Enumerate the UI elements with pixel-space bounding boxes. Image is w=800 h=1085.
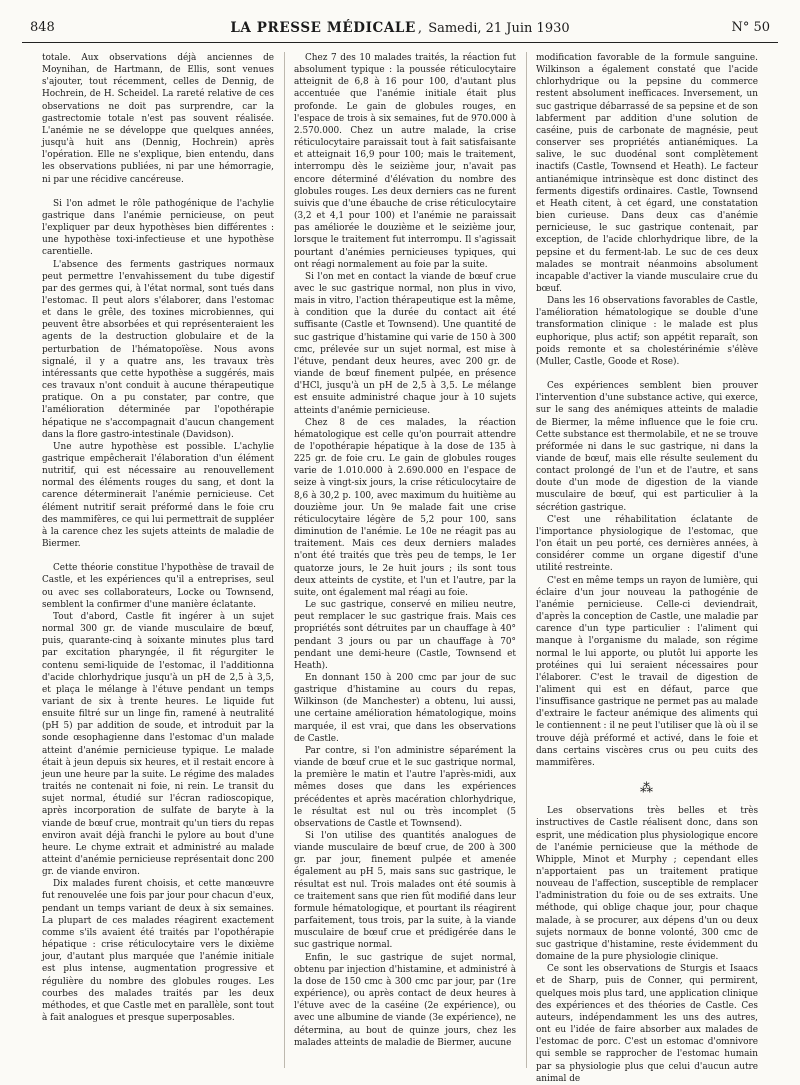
paragraph: L'absence des ferments gastriques normaux peut permettre l'envahissement du tube digestif par des germes qui, à l'état normal, sont tués dans l'estomac. Il peut alors s'élaborer, dans l'estomac et dans le grêle, des toxines microbiennes, qui peuvent être absorbées et qui représenteraient les agents de la destruction globulaire et de la perturbation de l'hématopoïèse. Nous avons signalé, il y a quatre ans, les travaux très intéressants que cette hypothèse a suggérés, mais ces travaux n'ont conduit à aucune thérapeutique pratique. On a pu constater, par contre, que l'amélioration déterminée par l'opothérapie hépatique ne s'accompagnait d'aucun changement dans la flore gastro-intestinale (Davidson). <box>42 259 274 440</box>
paragraph: Ces expériences semblent bien prouver l'intervention d'une substance active, qui exerce, sur le sang des anémiques atteints de maladie de Biermer, la même influence que le foie cru. Cette substance est thermolabile, et ne se trouve préformée ni dans le suc gastrique, ni dans la viande de bœuf, mais elle résulte seulement du contact prolongé de l'un et de l'autre, et sans doute d'un mode de digestion de la viande musculaire de bœuf, qui est particulier à la sécrétion gastrique. <box>536 381 758 513</box>
issue-number: N° 50 <box>731 20 770 35</box>
column-3 <box>526 52 758 1084</box>
masthead: LA PRESSE MÉDICALE , Samedi, 21 Juin 1930 <box>230 20 570 36</box>
column-2 <box>284 52 516 1068</box>
paragraph: modification favorable de la formule sanguine. Wilkinson a également constaté que l'acide chlorhydrique ou la pepsine du commerce restent absolument inefficaces. Inversement, un suc gastrique débarrassé de sa pepsine et de son labferment par addition d'une solution de caséine, puis de carbonate de magnésie, peut conserver ses propriétés antianémiques. La salive, le suc duodénal sont complètement inactifs (Castle, Townsend et Heath). Le facteur antianémique intrinsèque est donc distinct des ferments digestifs ordinaires. Castle, Townsend et Heath citent, à cet égard, une constatation bien curieuse. Dans deux cas d'anémie pernicieuse, le suc gastrique contenait, par exception, de l'acide chlorhydrique libre, de la pepsine et du ferment-lab. Le suc de ces deux malades se montrait néanmoins absolument incapable d'activer la viande musculaire crue du bœuf. <box>536 53 758 294</box>
issue-date: Samedi, 21 Juin 1930 <box>428 21 570 36</box>
paragraph: Le suc gastrique, conservé en milieu neutre, peut remplacer le suc gastrique frais. Mais ces propriétés sont détruites par un chauffage à 40° pendant 3 jours ou par un chauffage à 70° pendant une demi-heure (Castle, Townsend et Heath). <box>294 600 516 671</box>
paragraph: Chez 7 des 10 malades traités, la réaction fut absolument typique : la poussée réticulocytaire atteignit de 6,8 à 16 pour 100, d'autant plus accentuée que l'anémie initiale était plus profonde. Le gain de globules rouges, en l'espace de trois à six semaines, fut de 970.000 à 2.570.000. Chez un autre malade, la crise réticulocytaire paraissait tout à fait satisfaisante et atteignait 16,9 pour 100; mais le traitement, interrompu dès le seizième jour, n'avait pas encore déterminé d'élévation du nombre des globules rouges. Les deux derniers cas ne furent suivis que d'une ébauche de crise réticulocytaire (3,2 et 4,1 pour 100) et l'anémie ne paraissait pas améliorée le douzième et le seizième jour, lorsque le traitement fut interrompu. Il s'agissait pourtant d'anémies pernicieuses typiques, qui ont réagi normalement au foie par la suite. <box>294 53 516 270</box>
paragraph: Ce sont les observations de Sturgis et Isaacs et de Sharp, puis de Conner, qui permirent, quelques mois plus tard, une application clinique des expériences et des théories de Castle. Ces auteurs, indépendamment les uns des autres, ont eu l'idée de faire absorber aux malades de l'estomac de porc. C'est un estomac d'omnivore qui semble se rapprocher de l'estomac humain par sa physiologie plus que celui d'aucun autre animal de <box>536 964 758 1084</box>
paragraph: Les observations très belles et très instructives de Castle réalisent donc, dans son esprit, une médication plus physiologique encore de l'anémie pernicieuse que la méthode de Whipple, Minot et Murphy ; cependant elles n'apportaient pas un traitement pratique nouveau de l'affection, susceptible de remplacer l'administration du foie ou de ses extraits. Une méthode, qui oblige chaque jour, pour chaque malade, à se procurer, aux dépens d'un ou deux sujets normaux de bonne volonté, 300 cmc de suc gastrique d'histamine, reste évidemment du domaine de la pure physiologie clinique. <box>536 806 758 963</box>
paragraph: Une autre hypothèse est possible. L'achylie gastrique empêcherait l'élaboration d'un élément nutritif, qui est nécessaire au renouvellement normal des éléments rouges du sang, et dont la carence déterminerait l'anémie pernicieuse. Cet élément nutritif serait préformé dans le foie cru des mammifères, ce qui lui permettrait de suppléer à la carence chez les sujets atteints de maladie de Biermer. <box>42 441 274 550</box>
paragraph: En donnant 150 à 200 cmc par jour de suc gastrique d'histamine au cours du repas, Wilkinson (de Manchester) a obtenu, lui aussi, une certaine amélioration hématologique, moins marquée, il est vrai, que dans les observations de Castle. <box>294 672 516 744</box>
paragraph: Enfin, le suc gastrique de sujet normal, obtenu par injection d'histamine, et administré à la dose de 150 cmc à 300 cmc par jour, par (1re expérience), ou après contact de deux heures à l'étuve avec de la caséine (2e expérience), ou avec une albumine de viande (3e expérience), ne détermina, au bout de quinze jours, chez les malades atteints de maladie de Biermer, aucune <box>294 952 516 1048</box>
paragraph: Par contre, si l'on administre séparément la viande de bœuf crue et le suc gastrique normal, la première le matin et l'autre l'après-midi, aux mêmes doses que dans les expériences précédentes et après macération chlorhydrique, le résultat est nul ou très incomplet (5 observations de Castle et Townsend). <box>294 745 516 829</box>
paragraph: totale. Aux observations déjà anciennes de Moynihan, de Hartmann, de Ellis, sont venues s'ajouter, tout récemment, celles de Dennig, de Hochrein, de H. Scheidel. La rareté relative de ces observations ne doit pas surprendre, car la gastrectomie totale n'est pas souvent réalisée. L'anémie ne se développe que quelques années, jusqu'à huit ans (Dennig, Hochrein) après l'opération. Elle ne s'explique, bien entendu, dans les observations publiées, ni par une hémorragie, ni par une récidive cancéreuse. <box>42 53 274 185</box>
paragraph: Cette théorie constitue l'hypothèse de travail de Castle, et les expériences qu'il a entreprises, seul ou avec ses collaborateurs, Locke ou Townsend, semblent la confirmer d'une manière éclatante. <box>42 563 274 610</box>
paragraph: C'est une réhabilitation éclatante de l'importance physiologique de l'estomac, que l'on était un peu porté, ces dernières années, à considérer comme un organe digestif d'une utilité restreinte. <box>536 514 758 574</box>
paragraph: Dans les 16 observations favorables de Castle, l'amélioration hématologique se double d'une transformation clinique : le malade est plus euphorique, plus actif; son appétit reparaît, son poids remonte et sa cholestérinémie s'élève (Muller, Castle, Goode et Rose). <box>536 296 758 367</box>
column-1 <box>42 52 274 1068</box>
paragraph: Chez 8 de ces malades, la réaction hématologique est celle qu'on pourrait attendre de l'opothérapie hépatique à la dose de 135 à 225 gr. de foie cru. Le gain de globules rouges varie de 1.010.000 à 2.690.000 en l'espace de seize à vingt-six jours, la crise réticulocytaire de 8,6 à 30,2 p. 100, avec maximum du huitième au douzième jour. Un 9e malade fait une crise réticulocytaire légère de 5,2 pour 100, sans diminution de l'anémie. Le 10e ne réagit pas au traitement. Mais ces deux derniers malades n'ont été traités que très peu de temps, le 1er quatorze jours, le 2e huit jours ; ils sont tous deux atteints de cystite, et l'un et l'autre, par la suite, ont également mal réagi au foie. <box>294 417 516 598</box>
page-header <box>22 18 778 43</box>
paragraph: Si l'on utilise des quantités analogues de viande musculaire de bœuf crue, de 200 à 300 gr. par jour, finement pulpée et amenée également au pH 5, mais sans suc gastrique, le résultat est nul. Trois malades ont été soumis à ce traitement sans que rien fût modifié dans leur formule hématologique, et pourtant ils réagirent parfaitement, tous trois, par la suite, à la viande musculaire de bœuf crue et prédigérée dans le suc gastrique normal. <box>294 831 516 951</box>
section-separator: ⁂ <box>640 781 654 797</box>
journal-title: LA PRESSE MÉDICALE <box>230 20 416 36</box>
paragraph: Dix malades furent choisis, et cette manœuvre fut renouvelée une fois par jour pour chacun d'eux, pendant un temps variant de deux à six semaines. La plupart de ces malades réagirent exactement comme s'ils avaient été traités par l'opothérapie hépatique : crise réticulocytaire vers le dixième jour, d'autant plus marquée que l'anémie initiale est plus intense, augmentation progressive et régulière du nombre des globules rouges. Les courbes des malades traités par les deux méthodes, et que Castle met en parallèle, sont tout à fait analogues et presque superposables. <box>42 879 274 1024</box>
paragraph: C'est en même temps un rayon de lumière, qui éclaire d'un jour nouveau la pathogénie de l'anémie pernicieuse. Celle-ci deviendrait, d'après la conception de Castle, une maladie par carence d'un type particulier : l'aliment qui manque à l'organisme du malade, son régime normal le lui apporte, ou plutôt lui apporte les protéines qui lui seraient nécessaires pour l'élaborer. C'est le travail de digestion de l'aliment qui est en défaut, parce que l'insuffisance gastrique ne permet pas au malade d'extraire le facteur anémique des aliments qui le contiennent : il ne peut l'utiliser que là où il se trouve déjà préformé et activé, dans le foie et dans certains viscères crus ou peu cuits des mammifères. <box>536 575 758 768</box>
paragraph: Si l'on met en contact la viande de bœuf crue avec le suc gastrique normal, non plus in vivo, mais in vitro, l'action thérapeutique est la même, à condition que la durée du contact ait été suffisante (Castle et Townsend). Une quantité de suc gastrique d'histamine qui varie de 150 à 300 cmc, prélevée sur un sujet normal, est mise à l'étuve, pendant deux heures, avec 200 gr. de viande de bœuf finement pulpée, en présence d'HCl, jusqu'à un pH de 2,5 à 3,5. Le mélange est ensuite administré chaque jour à 10 sujets atteints d'anémie pernicieuse. <box>294 271 516 416</box>
page-number: 848 <box>30 20 55 35</box>
paragraph: Tout d'abord, Castle fit ingérer à un sujet normal 300 gr. de viande musculaire de bœuf, puis, quarante-cinq à soixante minutes plus tard par excitation pharyngée, il fit régurgiter le contenu semi-liquide de l'estomac, il l'additionna d'acide chlorhydrique jusqu'à un pH de 2,5 à 3,5, et plaça le mélange à l'étuve pendant un temps variant de six à trente heures. Le liquide fut ensuite filtré sur un linge fin, ramené à neutralité (pH 5) par addition de soude, et introduit par la sonde œsophagienne dans l'estomac d'un malade atteint d'anémie pernicieuse typique. Le malade était à jeun depuis six heures, et il restait encore à jeun une heure par la suite. Le régime des malades traités ne contenait ni foie, ni rein. Le transit du sujet normal, étudié sur l'écran radioscopique, après incorporation de sulfate de baryte à la viande de bœuf crue, montrait qu'un tiers du repas environ avait déjà franchi le pylore au bout d'une heure. Le chyme extrait et administré au malade atteint d'anémie pernicieuse représentait donc 200 gr. de viande environ. <box>42 611 274 878</box>
article-columns <box>42 52 758 1084</box>
paragraph: Si l'on admet le rôle pathogénique de l'achylie gastrique dans l'anémie pernicieuse, on peut l'expliquer par deux hypothèses bien différentes : une hypothèse toxi-infectieuse et une hypothèse carentielle. <box>42 198 274 258</box>
